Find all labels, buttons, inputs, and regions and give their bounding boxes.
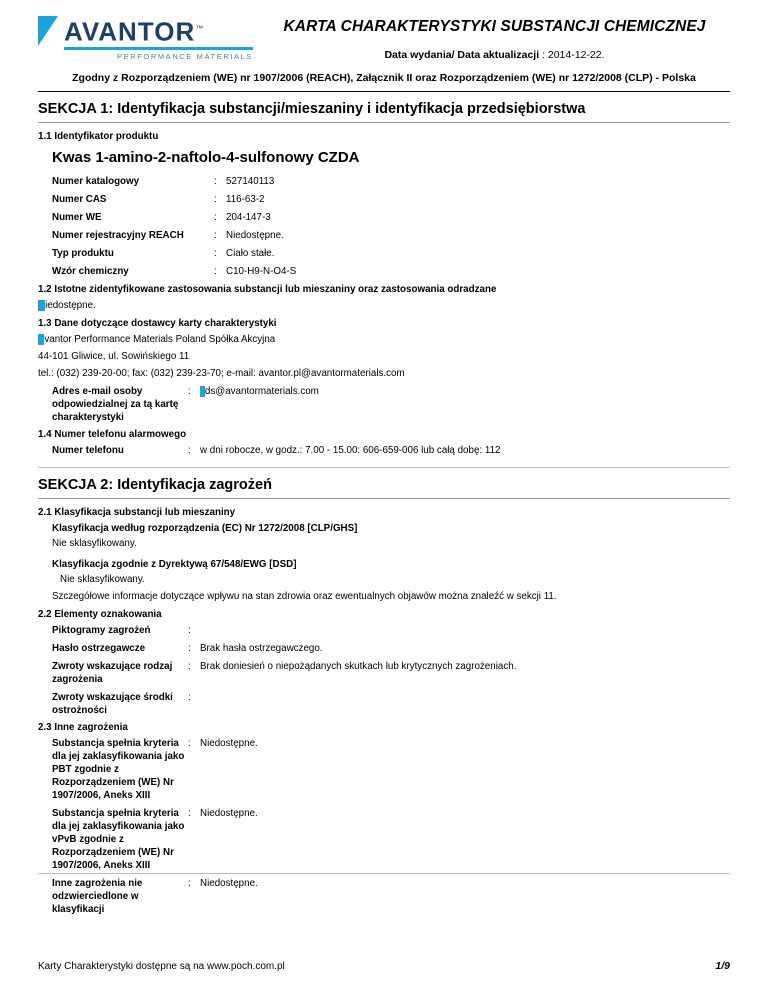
field-label: Substancja spełnia kryteria dla jej zaklasyfikowania jako PBT zgodnie z Rozporządzeniem (WE) Nr 1907/2006, Aneks XIII	[52, 738, 185, 801]
footer-rule	[38, 873, 730, 874]
identified-uses-value: Niedostępne.	[38, 300, 96, 311]
avantor-triangle-logo-icon	[38, 16, 60, 46]
field-colon: :	[188, 643, 191, 654]
header-bottom-rule	[38, 91, 730, 92]
table-row	[38, 211, 730, 224]
health-effects-note: Szczegółowe informacje dotyczące wpływu na stan zdrowia oraz ewentualnych objawów można znaleźć w sekcji 11.	[52, 591, 557, 602]
field-colon: :	[214, 266, 217, 277]
page-number: 1/9	[715, 960, 730, 972]
dsd-classification-heading: Klasyfikacja zgodnie z Dyrektywą 67/548/EWG [DSD]	[52, 559, 297, 570]
subsection-2-3-heading: 2.3 Inne zagrożenia	[38, 722, 128, 733]
section-2-title: SEKCJA 2: Identyfikacja zagrożeń	[38, 477, 272, 493]
field-label: Substancja spełnia kryteria dla jej zaklasyfikowania jako vPvB zgodnie z Rozporządzeniem (WE) Nr 1907/2006, Aneks XIII	[52, 808, 185, 871]
table-row	[38, 247, 730, 260]
field-colon: :	[214, 230, 217, 241]
subsection-1-3-heading: 1.3 Dane dotyczące dostawcy karty charakterystyki	[38, 318, 277, 329]
field-value: 527140113	[226, 176, 275, 187]
label-elements-table	[38, 624, 730, 717]
text-selection-highlight: A	[38, 334, 45, 345]
revision-date	[259, 49, 730, 61]
field-label: Zwroty wskazujące rodzaj zagrożenia	[52, 661, 173, 685]
product-name: Kwas 1-amino-2-naftolo-4-sulfonowy CZDA	[52, 149, 360, 166]
other-hazards-table	[38, 737, 730, 916]
field-value: Ciało stałe.	[226, 248, 275, 259]
field-colon: :	[188, 878, 191, 889]
field-colon: :	[188, 738, 191, 749]
field-colon: :	[188, 625, 191, 636]
field-value: Niedostępne.	[226, 230, 284, 241]
table-row	[38, 193, 730, 206]
table-row	[38, 691, 730, 717]
field-colon: :	[188, 445, 191, 456]
field-colon: :	[188, 386, 191, 397]
field-colon: :	[214, 176, 217, 187]
field-value: C10-H9-N-O4-S	[226, 266, 297, 277]
document-footer	[38, 960, 730, 972]
product-identifier-table	[38, 175, 730, 278]
subsection-1-1-heading: 1.1 Identyfikator produktu	[38, 131, 159, 142]
field-label: Numer katalogowy	[52, 176, 140, 187]
field-colon: :	[188, 808, 191, 819]
field-value: sds@avantormaterials.com	[200, 386, 319, 397]
table-row	[38, 642, 730, 655]
regulation-compliance-line: Zgodny z Rozporządzeniem (WE) nr 1907/2006 (REACH), Załącznik II oraz Rozporządzeniem (WE) nr 1272/2008 (CLP) - Polska	[72, 72, 696, 84]
clp-classification-value: Nie sklasyfikowany.	[52, 538, 137, 549]
field-label: Piktogramy zagrożeń	[52, 625, 151, 636]
supplier-address: 44-101 Gliwice, ul. Sowińskiego 11	[38, 351, 190, 362]
table-row	[38, 807, 730, 872]
field-label: Hasło ostrzegawcze	[52, 643, 146, 654]
supplier-name: Avantor Performance Materials Poland Spółka Akcyjna	[38, 334, 276, 345]
field-label: Inne zagrożenia nie odzwierciedlone w klasyfikacji	[52, 878, 143, 915]
text-selection-highlight: s	[200, 386, 205, 397]
subsection-2-1-heading: 2.1 Klasyfikacja substancji lub mieszaniny	[38, 507, 236, 518]
field-label: Numer rejestracyjny REACH	[52, 230, 184, 241]
field-colon: :	[188, 661, 191, 672]
subsection-2-2-heading: 2.2 Elementy oznakowania	[38, 609, 162, 620]
field-label: Wzór chemiczny	[52, 266, 129, 277]
field-value: 116-63-2	[226, 194, 265, 205]
field-label: Zwroty wskazujące środki ostrożności	[52, 692, 173, 716]
field-label: Numer WE	[52, 212, 102, 223]
table-row	[38, 737, 730, 802]
footer-note: Karty Charakterystyki dostępne są na www.poch.com.pl	[38, 961, 285, 972]
subsection-1-4-heading: 1.4 Numer telefonu alarmowego	[38, 429, 187, 440]
supplier-contact: tel.: (032) 239-20-00; fax: (032) 239-23-70; e-mail: avantor.pl@avantormaterials.com	[38, 368, 405, 379]
field-value: Brak doniesień o niepożądanych skutkach lub krytycznych zagrożeniach.	[200, 661, 517, 672]
table-row	[38, 877, 730, 916]
section-1-bottom-rule	[38, 467, 730, 468]
field-value: Niedostępne.	[200, 878, 258, 889]
field-value: Niedostępne.	[200, 738, 258, 749]
table-row	[38, 265, 730, 278]
brand-logo	[38, 14, 253, 61]
text-selection-highlight: N	[38, 300, 46, 311]
section-1-title: SEKCJA 1: Identyfikacja substancji/mieszaniny i identyfikacja przedsiębiorstwa	[38, 101, 586, 117]
document-title: KARTA CHARAKTERYSTYKI SUBSTANCJI CHEMICZNEJ	[283, 18, 706, 35]
field-value: w dni robocze, w godz.: 7.00 - 15.00: 606-659-006 lub całą dobę: 112	[200, 445, 501, 456]
trademark-symbol: ™	[195, 24, 205, 33]
field-colon: :	[214, 248, 217, 259]
clp-classification-heading: Klasyfikacja według rozporządzenia (EC) Nr 1272/2008 [CLP/GHS]	[52, 523, 358, 534]
table-row	[38, 444, 730, 457]
field-label: Numer telefonu	[52, 445, 124, 456]
table-row	[38, 624, 730, 637]
field-value: Brak hasła ostrzegawczego.	[200, 643, 323, 654]
logo-divider	[64, 47, 253, 50]
field-label: Typ produktu	[52, 248, 114, 259]
field-colon: :	[214, 212, 217, 223]
logo-tagline: PERFORMANCE MATERIALS	[117, 51, 253, 61]
field-label: Adres e-mail osoby odpowiedzialnej za tą kartę charakterystyki	[52, 386, 179, 423]
section-2-rule	[38, 498, 730, 499]
field-value: Niedostępne.	[200, 808, 258, 819]
logo-wordmark: AVANTOR™	[64, 16, 205, 47]
field-value: 204-147-3	[226, 212, 271, 223]
dsd-classification-value: Nie sklasyfikowany.	[60, 574, 145, 585]
table-row	[38, 660, 730, 686]
revision-date-label: Data wydania/ Data aktualizacji	[384, 49, 540, 61]
section-1-rule	[38, 122, 730, 123]
field-colon: :	[188, 692, 191, 703]
field-label: Numer CAS	[52, 194, 107, 205]
table-row	[38, 175, 730, 188]
document-header	[38, 14, 730, 61]
subsection-1-2-heading: 1.2 Istotne zidentyfikowane zastosowania substancji lub mieszaniny oraz zastosowania odradzane	[38, 284, 497, 295]
revision-date-value: : 2014-12-22.	[542, 49, 605, 61]
field-colon: :	[214, 194, 217, 205]
table-row	[38, 229, 730, 242]
table-row	[38, 385, 730, 424]
